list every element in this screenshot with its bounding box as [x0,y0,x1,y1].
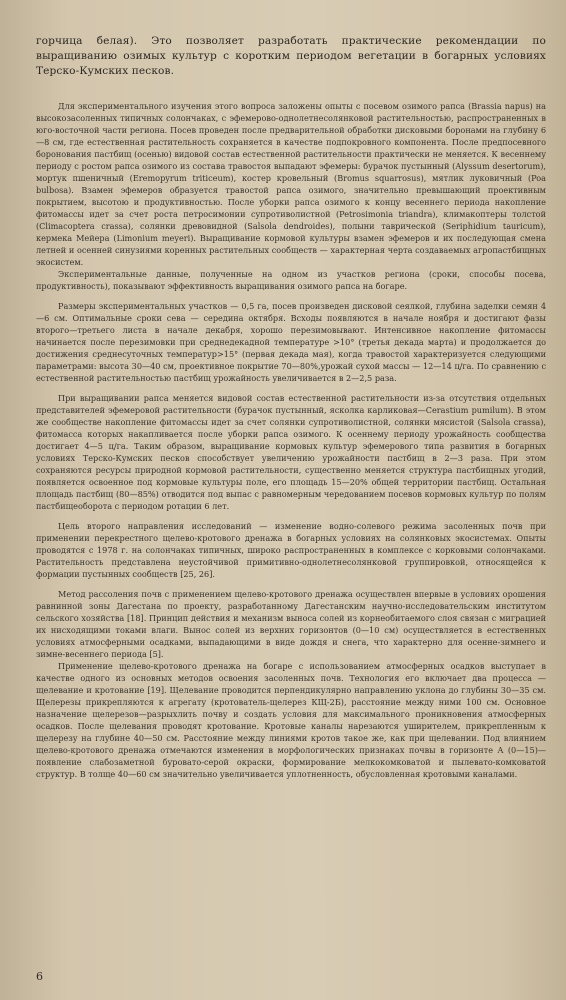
paragraph-3: Размеры экспериментальных участков — 0,5 га, посев произведен дисковой сеялкой, глубина заделки семян 4—6 см. Оптимальные сроки сева — середина октября. Всходы появляются в начале ноября и достигают фазы второго—третьего листа в начале декабря, хорошо перезимовывают. Интенсивное накопление фитомассы начинается после перезимовки при среднедекадной температуре >10° (третья декада марта) и продолжается до достижения среднесуточных температур>15° (первая декада мая), когда травостой характеризуется следующими параметрами: высота 30—40 см, проективное покрытие 70—80%,урожай сухой массы — 12—14 ц/га. По сравнению с естественной растительностью пастбищ урожайность увеличивается в 2—2,5 раза. [36,300,546,383]
paragraph-5: Цель второго направления исследований — изменение водно-солевого режима засоленных почв при применении перекрестного щелево-кротового дренажа в богарных условиях на солянковых экосистемах. Опыты проводятся с 1978 г. на солончаках типичных, широко распространенных в комплексе с корковыми солончаками. Растительность представлена неустойчивой примитивно-однолетнесолянковой группировкой, относящейся к формации пустынных сообществ [25, 26]. [36,520,546,579]
paragraph-1: Для экспериментального изучения этого вопроса заложены опыты с посевом озимого рапса (Brassia napus) на высокозасоленных типичных солончаках, с эфемерово-однолетнесолянковой растительностью, распространенных в юго-восточной части региона. Посев проведен после предварительной обработки дисковыми боронами на глубину 6—8 см, где естественная растительность сохраняется в качестве подпокровного компонента. После предпосевного боронования пастбищ (осенью) видовой состав естественной растительности практически не меняется. К весеннему периоду с ростом рапса озимого из состава травостоя выпадают эфемеры: бурачок пустынный (Alyssum desertorum), мортук пшеничный (Eremopyrum triticeum), костер кровельный (Bromus squarrosus), мятлик луковичный (Poa bulbosa). Взамен эфемеров образуется травостой рапса озимого, значительно превышающий проективным покрытием, высотою и продуктивностью. После уборки рапса озимого к концу весеннего периода накопление фитомассы идет за счет роста петросимонии супротиволистной (Petrosimonia triandra), климакоптеры толстой (Climacoptera crassa), солянки древовидной (Salsola dendroides), полыни таврической (Seriphidium tauricum), кермека Мейера (Limonium meyeri). Выращивание кормовой культуры взамен эфемеров и их последующая смена летней и осенней синузиями коренных растительных сообществ — характерная черта создаваемых агропастбищных экосистем. [36,100,546,267]
paragraph-7: Применение щелево-кротового дренажа на богаре с использованием атмосферных осадков выступает в качестве одного из основных методов освоения засоленных почв. Технология его включает два процесса — щелевание и кротование [19]. Щелевание проводится перпендикулярно направлению уклона до глубины 30—35 см. Щелерезы прикрепляются к агрегату (кротователь-щелерез КЩ-2Б), расстояние между ними 100 см. Основное назначение щелерезов—разрыхлить почву и создать условия для максимального проникновения атмосферных осадков. После щелевания проводят кротование. Кротовые каналы нарезаются уширителем, прикрепленным к щелерезу на глубине 40—50 см. Расстояние между линиями кротов такое же, как при щелевании. Под влиянием щелево-кротового дренажа отмечаются изменения в морфологических признаках почвы в горизонте A (0—15)—появление слабозаметной буровато-серой окраски, формирование мелкокомковатой и пылевато-комковатой структур. В толще 40—60 см значительно увеличивается уплотненность, обусловленная кротовыми каналами. [36,660,546,779]
paragraph-gap [36,512,546,520]
paragraph-gap [36,384,546,392]
paragraph-gap [36,580,546,588]
lead-paragraph: горчица белая). Это позволяет разработать практические рекомендации по выращиванию озимых культур с коротким периодом вегетации в богарных условиях Терско-Кумских песков. [36,35,546,78]
page-number: 6 [36,970,43,983]
paragraph-gap [36,292,546,300]
paragraph-4: При выращивании рапса меняется видовой состав естественной растительности из-за отсутствия отдельных представителей эфемеровой растительности (бурачок пустынный, ясколка карликовая—Cerastium pumilum). В этом же сообществе накопление фитомассы идет за счет солянки супротиволистной, солянки мясистой (Salsola crassa), фитомасса которых накапливается после уборки рапса озимого. К осеннему периоду урожайность сообщества достигает 4—5 ц/га. Таким образом, выращивание кормовых культур эфемерового типа развития в богарных условиях Терско-Кумских песков способствует увеличению урожайности пастбищ в 2—3 раза. При этом сохраняются ресурсы природной кормовой растительности, существенно меняется структура пастбищных угодий, появляется освоенное под кормовые культуры поле, его площадь 15—20% общей территории пастбищ. Остальная площадь пастбищ (80—85%) отводится под выпас с равномерным чередованием посевов кормовых культур по полям пастбищеоборота с периодом ротации 6 лет. [36,392,546,511]
paragraph-6: Метод рассоления почв с применением щелево-кротового дренажа осуществлен впервые в условиях орошения равнинной зоны Дагестана по проекту, разработанному Дагестанским научно-исследовательским институтом сельского хозяйства [18]. Принцип действия и механизм выноса солей из корнеобитаемого слоя связан с миграцией их нисходящими токами влаги. Вынос солей из верхних горизонтов (0—10 см) осуществляется в естественных условиях атмосферными осадками, выпадающими в виде дождя и снега, что характерно для осенне-зимнего и зимне-весеннего периода [5]. [36,588,546,659]
paragraph-2: Экспериментальные данные, полученные на одном из участков региона (сроки, способы посева, продуктивность), показывают эффективность выращивания озимого рапса на богаре. [36,268,546,291]
